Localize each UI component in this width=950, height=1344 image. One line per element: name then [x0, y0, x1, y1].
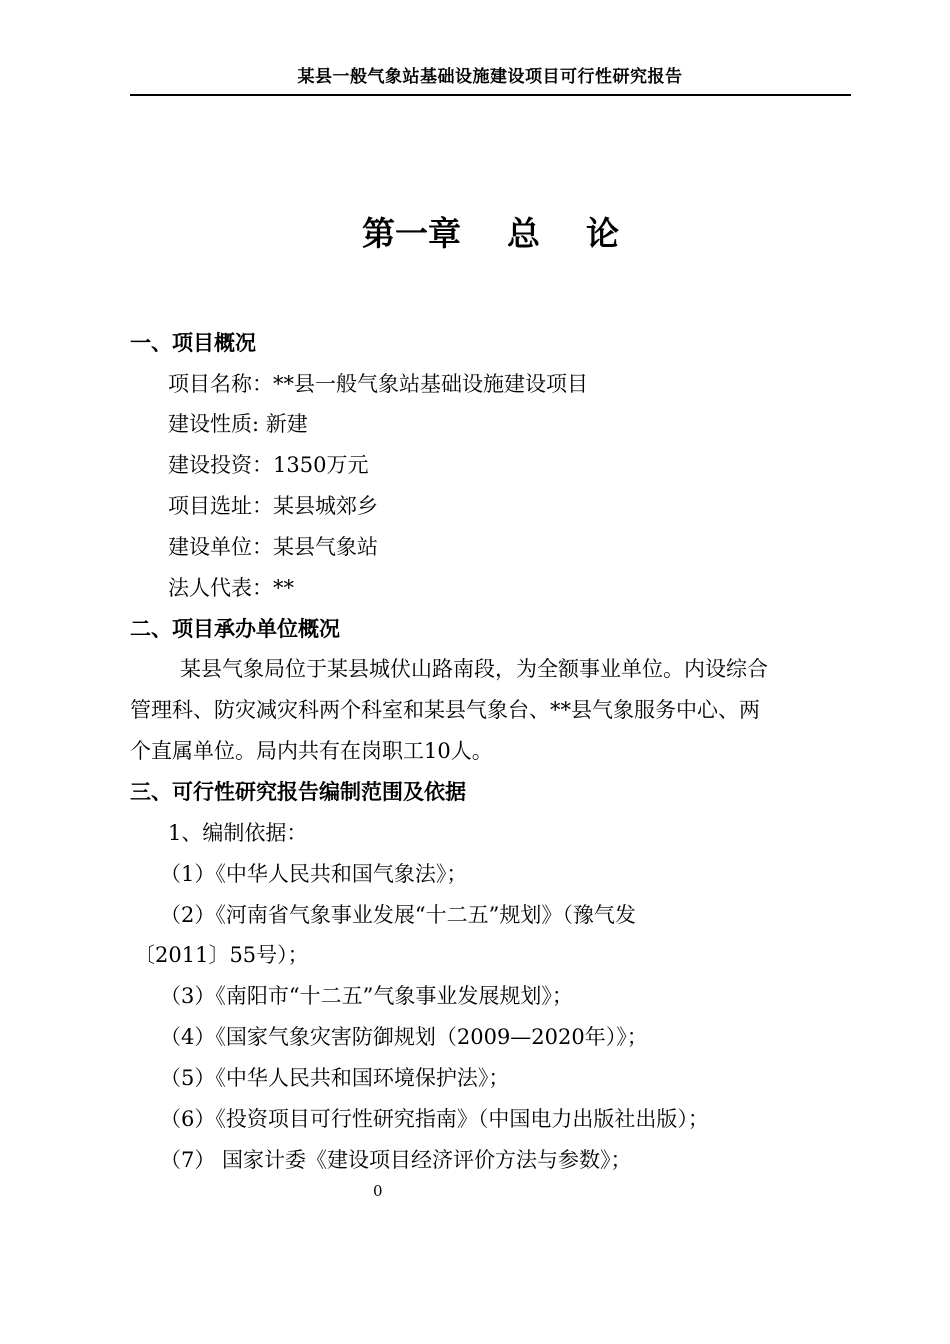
running-header: 某县一般气象站基础设施建设项目可行性研究报告 [297, 67, 683, 87]
project-name-line: 项目名称：**县一般气象站基础设施建设项目 [168, 372, 588, 396]
reference-item: （4）《国家气象灾害防御规划（2009—2020年）》； [160, 1025, 648, 1049]
project-nature-line: 建设性质: 新建 [168, 412, 308, 436]
project-investment-line: 建设投资：1350万元 [168, 453, 369, 477]
project-site-line: 项目选址：某县城郊乡 [168, 494, 378, 518]
paragraph-line: 管理科、防灾减灾科两个科室和某县气象台、**县气象服务中心、两 [130, 698, 760, 722]
page-number: 0 [373, 1182, 383, 1200]
section-3-heading: 三、可行性研究报告编制范围及依据 [130, 780, 466, 804]
section-1-heading: 一、项目概况 [130, 331, 256, 355]
reference-item: （5）《中华人民共和国环境保护法》； [160, 1066, 510, 1090]
header-rule [130, 94, 851, 96]
reference-item-continuation: 〔2011〕55号）； [134, 943, 309, 967]
reference-item: （6）《投资项目可行性研究指南》（中国电力出版社出版）； [160, 1107, 709, 1131]
legal-representative-line: 法人代表：** [168, 576, 294, 600]
paragraph-line: 某县气象局位于某县城伏山路南段，为全额事业单位。内设综合 [180, 657, 768, 681]
reference-item: （1）《中华人民共和国气象法》； [160, 862, 468, 886]
chapter-title: 第一章 总 论 [362, 214, 619, 253]
section-2-heading: 二、项目承办单位概况 [130, 617, 340, 641]
reference-item: （7） 国家计委《建设项目经济评价方法与参数》； [160, 1148, 632, 1172]
reference-item: （2）《河南省气象事业发展“十二五”规划》（豫气发 [160, 903, 636, 927]
paragraph-line: 个直属单位。局内共有在岗职工10人。 [130, 739, 493, 763]
reference-item: （3）《南阳市“十二五”气象事业发展规划》； [160, 984, 573, 1008]
project-unit-line: 建设单位：某县气象站 [168, 535, 378, 559]
section-3-subheading: 1、编制依据： [168, 821, 308, 845]
